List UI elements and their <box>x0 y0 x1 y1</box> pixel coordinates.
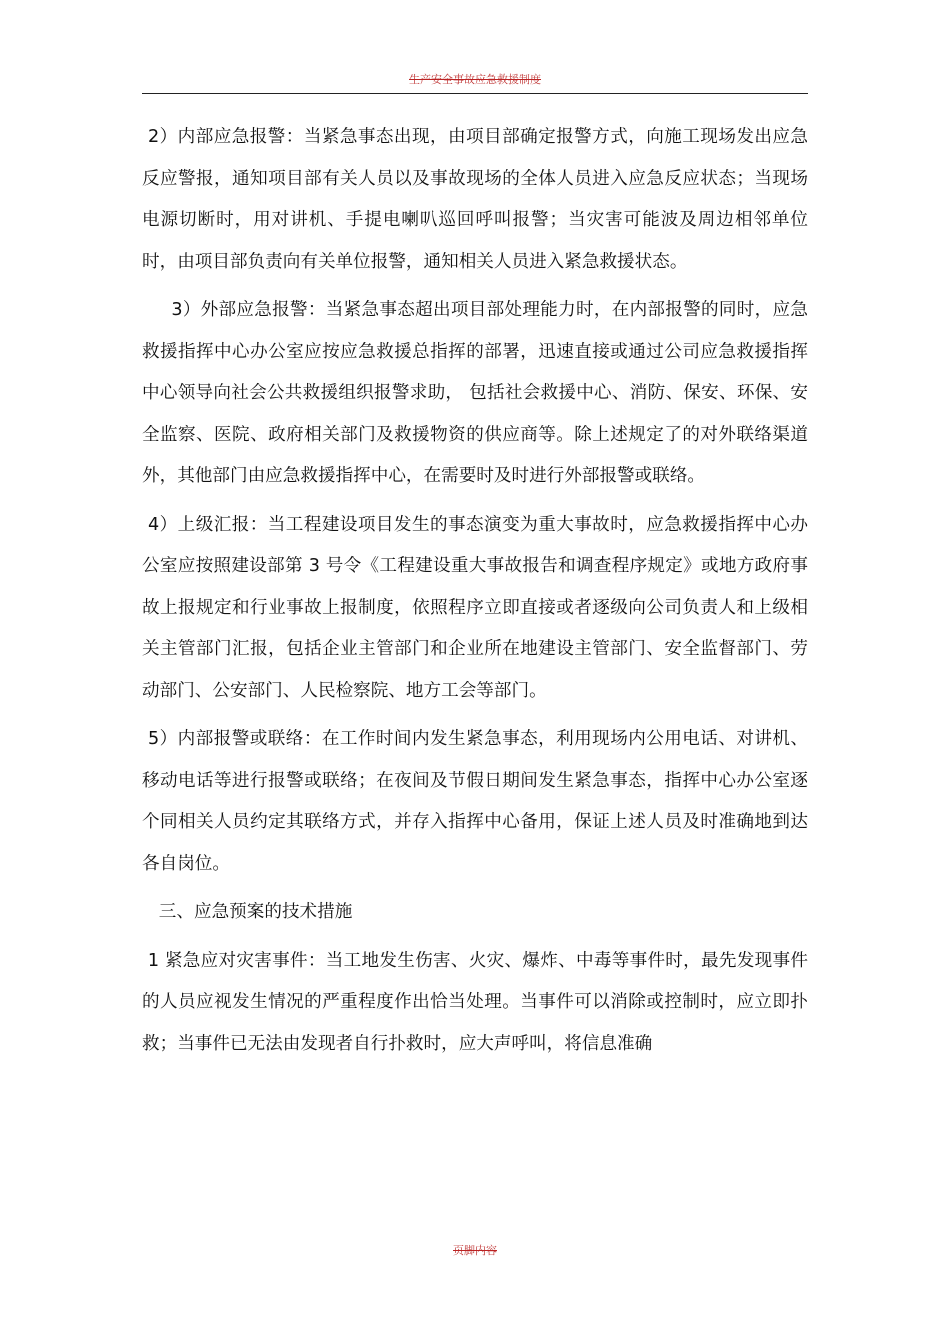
paragraph-report-superior: 4）上级汇报：当工程建设项目发生的事态演变为重大事故时，应急救援指挥中心办公室应按照建设部第 3 号令《工程建设重大事故报告和调查程序规定》或地方政府事故上报规定和行业事故上报制度，依照程序立即直接或者逐级向公司负责人和上级相关主管部门汇报，包括企业主管部门和企业所在地建设主管部门、安全监督部门、劳动部门、公安部门、人民检察院、地方工会等部门。 <box>142 514 809 701</box>
page-footer: 页脚内容 <box>453 1244 497 1257</box>
paragraph-emergency-response: 1 紧急应对灾害事件：当工地发生伤害、火灾、爆炸、中毒等事件时，最先发现事件的人员应视发生情况的严重程度作出恰当处理。当事件可以消除或控制时，应立即扑救；当事件已无法由发现者自行扑救时，应大声呼叫，将信息准确 <box>142 950 808 1054</box>
page-header: 生产安全事故应急救援制度 <box>409 73 541 86</box>
paragraph-internal-alarm: 2）内部应急报警：当紧急事态出现，由项目部确定报警方式，向施工现场发出应急反应警报，通知项目部有关人员以及事故现场的全体人员进入应急反应状态；当现场电源切断时，用对讲机、手提电喇叭巡回呼叫报警；当灾害可能波及周边相邻单位时，由项目部负责向有关单位报警，通知相关人员进入紧急救援状态。 <box>142 127 809 272</box>
document-body <box>142 117 808 1065</box>
header-divider <box>142 93 808 94</box>
section-heading-technical-measures: 三、应急预案的技术措施 <box>142 902 353 922</box>
paragraph-external-alarm: 3）外部应急报警：当紧急事态超出项目部处理能力时，在内部报警的同时，应急救援指挥中心办公室应按应急救援总指挥的部署，迅速直接或通过公司应急救援指挥中心领导向社会公共救援组织报警求助， 包括社会救援中心、消防、保安、环保、安全监察、医院、政府相关部门及救援物资的供应商等。除上述规定了的对外联络渠道外，其他部门由应急救援指挥中心，在需要时及时进行外部报警或联络。 <box>142 300 808 486</box>
paragraph-internal-contact: 5）内部报警或联络：在工作时间内发生紧急事态，利用现场内公用电话、对讲机、移动电话等进行报警或联络；在夜间及节假日期间发生紧急事态，指挥中心办公室逐个同相关人员约定其联络方式，并存入指挥中心备用，保证上述人员及时准确地到达各自岗位。 <box>142 729 809 874</box>
